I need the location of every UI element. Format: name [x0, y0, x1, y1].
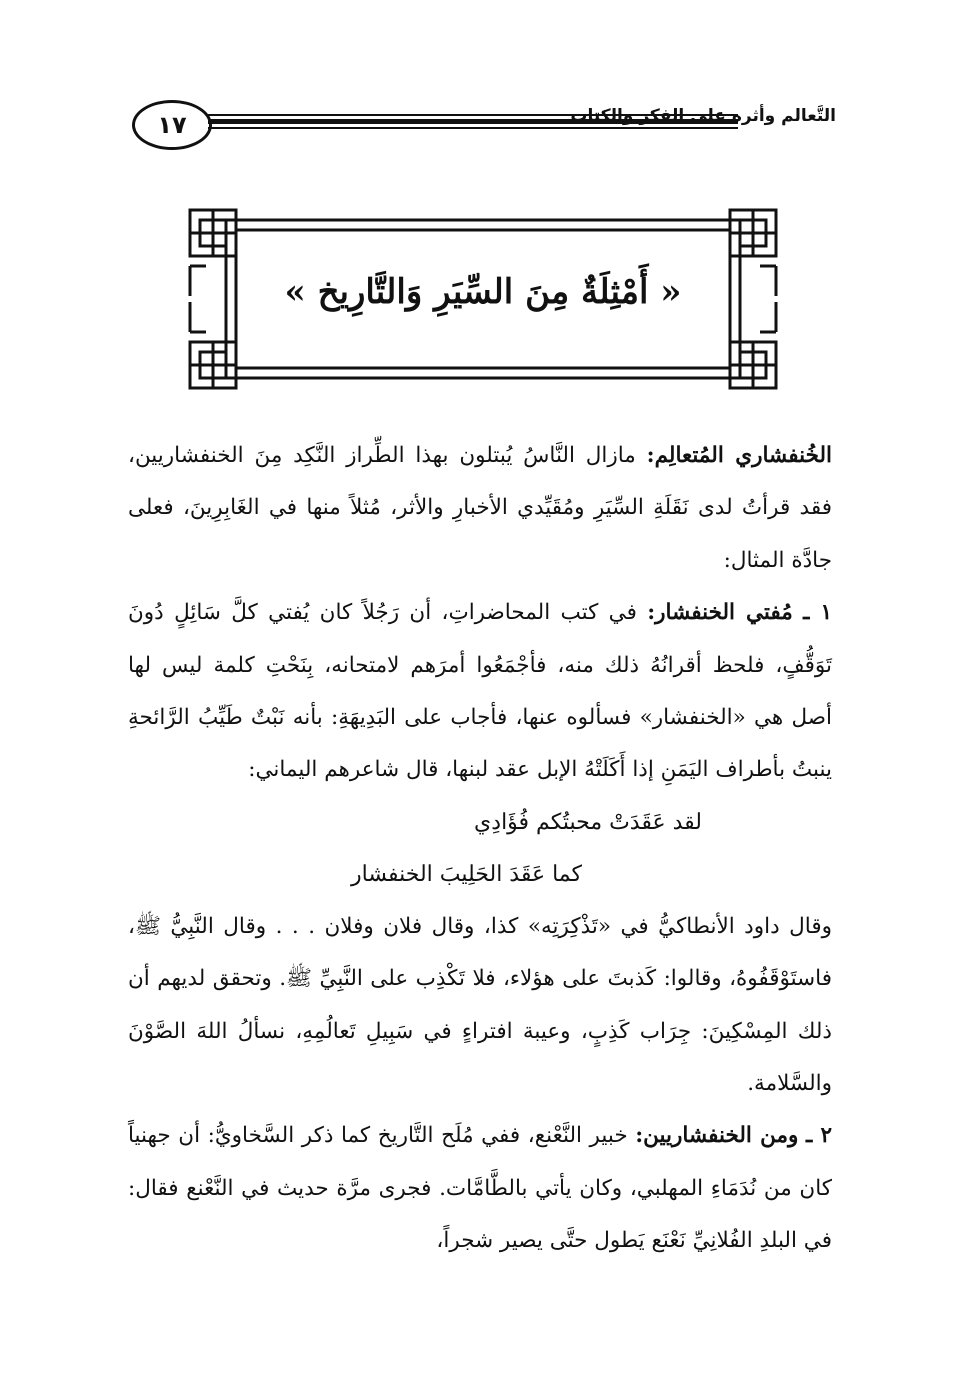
section-title-frame: [186, 206, 780, 392]
list-item: [128, 587, 832, 797]
item-number: ١ ـ: [803, 600, 832, 626]
running-title: التَّعالم وأثره على الفكر والكتاب: [570, 106, 836, 126]
item-lead: ومن الخنفشاريين:: [635, 1123, 799, 1149]
item-text: في كتب المحاضراتِ، أن رَجُلاً كان يُفتي كلَّ سَائِلٍ دُونَ تَوَقُّفٍ، فلحظ أقرانُهُ ذلك منه، فأجْمَعُوا أمرَهم لامتحانه، بِنَحْتِ كلمة ليس لها أصل هي «الخنفشار» فسألوه عنها، فأجاب على البَدِيهَةِ: بأنه نَبْتٌ طَيِّبُ الرَّائحةِ ينبتُ بأطراف اليَمَنِ إذا أَكَلَتْهُ الإبل عقد لبنها، قال شاعرهم اليماني:: [128, 600, 832, 783]
verse-line-1: لقد عَقَدَتْ محبتُكم فُؤَادِي: [474, 809, 702, 835]
list-item: [128, 1110, 832, 1267]
intro-text: مازال النَّاسُ يُبتلون بهذا الطِّراز النَّكِد مِنَ الخنفشاريين، فقد قرأتُ لدى نَقَلَةِ السِّيَرِ ومُقَيِّدي الأخبارِ والأثر، مُثلاً منها في الغَابِرِينَ، فعلى جادَّة المثال:: [128, 443, 832, 573]
body-text: [128, 430, 832, 1268]
section-title: « أَمْثِلَةٌ مِنَ السِّيَرِ وَالتَّارِيخ »: [284, 272, 682, 312]
item-text: خبير النَّعْنع، ففي مُلَح التَّاريخ كما ذكر السَّخاويُّ: أن جهنياً كان من نُدَمَاءِ المهلبي، وكان يأتي بالطَّامَّات. فجرى مرَّة حديث في النَّعْنع فقال: في البلدِ الفُلانِيِّ نَعْنَع يَطول حتَّى يصير شجراً،: [128, 1123, 832, 1254]
intro-paragraph: [128, 430, 832, 587]
page-number: ١٧: [132, 100, 212, 150]
item-lead: مُفتي الخنفشار:: [647, 600, 793, 626]
intro-lead: الخُنفشاري المُتعالِم:: [646, 443, 832, 468]
page-header: [120, 96, 836, 156]
item-number: ٢ ـ: [805, 1123, 832, 1149]
verse-line-2: كما عَقَدَ الحَلِيبَ الخنفشار: [351, 861, 582, 887]
after-verse-paragraph: وقال داود الأنطاكيُّ في «تَذْكِرَتِه» كذا، وقال فلان وفلان . . . وقال النَّبِيُّ ﷺ، فاستَوْقَفُوهُ، وقالوا: كَذبتَ على هؤلاء، فلا تَكْذِب على النَّبِيِّ ﷺ. وتحقق لديهم أن ذلك المِسْكِينَ: جِرَاب كَذِبٍ، وعيبة افتراءٍ في سَبِيلِ تَعالُمِهِ، نسألُ اللهَ الصَّوْنَ والسَّلامة.: [128, 913, 832, 1097]
